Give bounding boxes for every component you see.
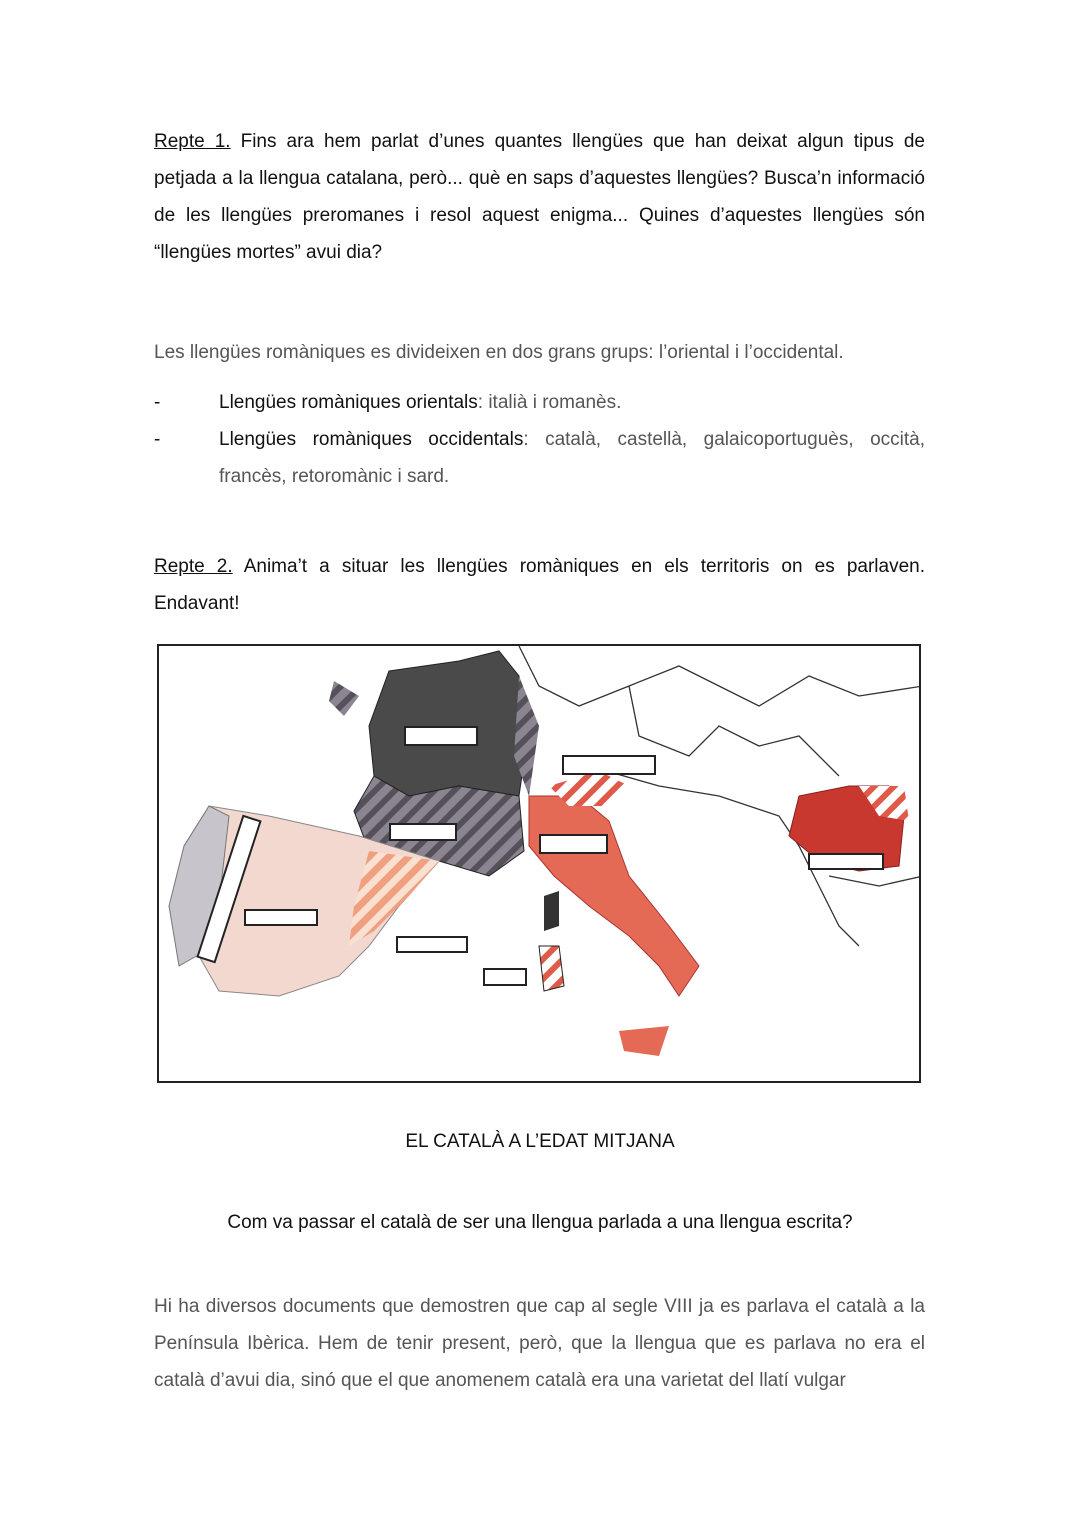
list-term: Llengües romàniques occidentals	[219, 429, 524, 450]
section-title: EL CATALÀ A L’EDAT MITJANA	[405, 1131, 675, 1152]
repte-1-label: Repte 1.	[154, 131, 231, 152]
section-question: Com va passar el català de ser una llengua parlada a una llengua escrita?	[227, 1212, 853, 1233]
sardinia-region	[539, 946, 564, 991]
list-rest: : català, castellà, galaicoportuguès, occità, francès, retoromànic i sard.	[219, 429, 926, 487]
corsica-region	[544, 891, 559, 931]
repte-2-label: Repte 2.	[154, 556, 233, 577]
label-blank-french[interactable]	[404, 726, 478, 746]
label-blank-catalan[interactable]	[396, 936, 468, 953]
bullet: -	[154, 429, 161, 450]
label-blank-romanian[interactable]	[808, 853, 884, 870]
bullet: -	[154, 392, 161, 413]
intro-text: Les llengües romàniques es divideixen en dos grans grups: l’oriental i l’occidental.	[154, 342, 844, 363]
map-drawing	[159, 646, 921, 1083]
list-term: Llengües romàniques orientals	[219, 392, 478, 413]
label-blank-italian[interactable]	[539, 834, 608, 854]
list-rest: : italià i romanès.	[477, 392, 622, 413]
repte-1-paragraph	[154, 123, 925, 271]
body-paragraph: Hi ha diversos documents que demostren que cap al segle VIII ja es parlava el català a la Península Ibèrica. Hem de tenir present, però, que la llengua que es parlava no era el català d’avui dia, sinó que el que anomenem català era una varietat del llatí vulgar	[154, 1296, 925, 1391]
romance-languages-map	[157, 644, 921, 1083]
list-item	[154, 384, 925, 421]
france-region	[369, 651, 529, 796]
list-item	[154, 421, 925, 495]
label-blank-sardinian[interactable]	[483, 968, 527, 986]
label-blank-castilian[interactable]	[244, 909, 318, 926]
repte-1-text: Fins ara hem parlat d’unes quantes llengües que han deixat algun tipus de petjada a la llengua catalana, però... què en saps d’aquestes llengües? Busca’n informació de les llengües preromanes i resol aquest enigma... Quines d’aquestes llengües són “llengües mortes” avui dia?	[154, 131, 925, 263]
label-blank-occitan[interactable]	[389, 823, 457, 841]
label-blank-retoromanic[interactable]	[562, 755, 656, 775]
hatch-fragment	[329, 681, 359, 716]
repte-2-text: Anima’t a situar les llengües romàniques en els territoris on es parlaven. Endavant!	[154, 556, 926, 614]
repte-2-paragraph	[154, 548, 925, 622]
sicily-region	[619, 1026, 669, 1056]
